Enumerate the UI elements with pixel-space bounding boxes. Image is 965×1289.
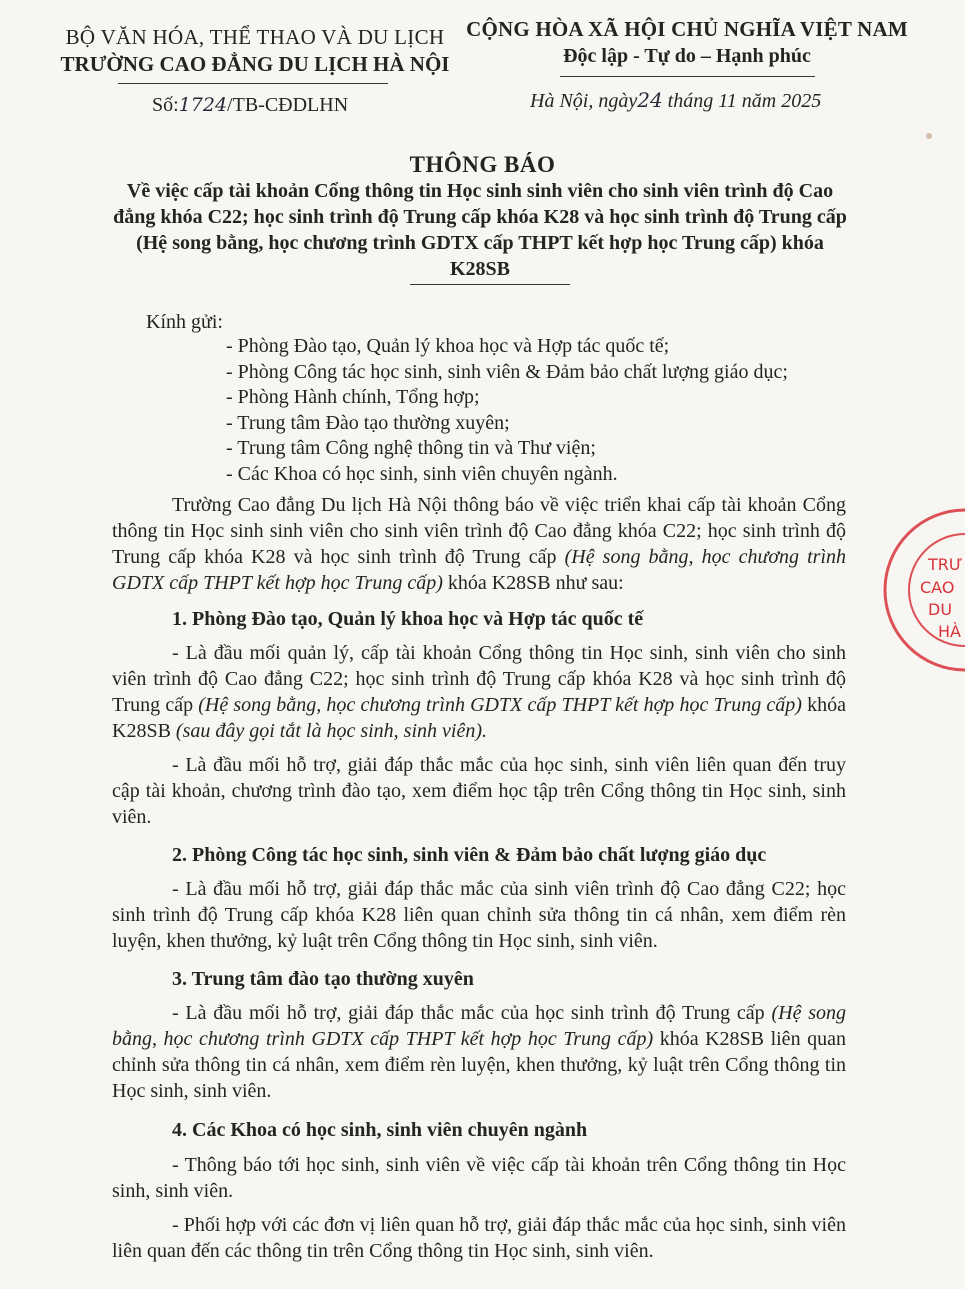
- document-subtitle: Về việc cấp tài khoản Cổng thông tin Học sinh sinh viên cho sinh viên trình độ Cao đẳng khóa C22; học sinh trình độ Trung cấp khóa K28 và học sinh trình độ Trung cấp (Hệ song bằng, học chương trình GDTX cấp THPT kết hợp học Trung cấp) khóa K28SB: [113, 180, 847, 280]
- national-header: [462, 16, 912, 70]
- recipient-item: - Trung tâm Đào tạo thường xuyên;: [226, 411, 510, 434]
- seal-center-line: CAO: [920, 578, 955, 597]
- doc-number-handwritten: 1724: [178, 94, 228, 116]
- recipient-item: - Trung tâm Công nghệ thông tin và Thư viện;: [226, 437, 596, 459]
- seal-center-line: DU: [928, 600, 953, 619]
- recipient-item: - Các Khoa có học sinh, sinh viên chuyên ngành.: [226, 462, 618, 485]
- paper-spot: [926, 133, 932, 139]
- doc-number-suffix: /TB-CĐDLHN: [227, 94, 349, 116]
- s3-p1-italic: (Hệ song bằng, học chương trình GDTX cấp THPT kết hợp học Trung cấp): [112, 1002, 847, 1050]
- section-2-paragraph-1: [112, 876, 846, 954]
- recipient-item: - Phòng Hành chính, Tổng hợp;: [226, 386, 480, 408]
- country-name: CỘNG HÒA XÃ HỘI CHỦ NGHĨA VIỆT NAM: [466, 17, 908, 41]
- official-seal: [880, 505, 965, 675]
- intro-text: Trường Cao đẳng Du lịch Hà Nội thông báo về việc triển khai cấp tài khoản Cổng thông tin Học sinh sinh viên cho sinh viên trình độ Cao đẳng khóa C22; học sinh trình độ Trung cấp khóa K28 và học sinh trình độ Trung cấp: [112, 494, 846, 568]
- ministry-name: BỘ VĂN HÓA, THỂ THAO VÀ DU LỊCH: [65, 25, 445, 49]
- document-number: [152, 94, 348, 117]
- recipient-item: - Phòng Công tác học sinh, sinh viên & Đảm bảo chất lượng giáo dục;: [226, 360, 788, 383]
- intro-italic: (Hệ song bằng, học chương trình GDTX cấp THPT kết hợp học Trung cấp): [112, 546, 846, 594]
- section-1-paragraph-1: [112, 640, 846, 744]
- s3-p1-text: - Là đầu mối hỗ trợ, giải đáp thắc mắc của học sinh trình độ Trung cấp: [172, 1002, 772, 1024]
- section-1-heading: 1. Phòng Đào tạo, Quản lý khoa học và Hợp tác quốc tế: [172, 608, 644, 630]
- intro-text-end: khóa K28SB như sau:: [442, 572, 624, 594]
- s1-p1-italic-2: (sau đây gọi tắt là học sinh, sinh viên).: [175, 720, 487, 742]
- recipient-item: - Phòng Đào tạo, Quản lý khoa học và Hợp tác quốc tế;: [226, 335, 670, 357]
- s1-p2-text: - Là đầu mối hỗ trợ, giải đáp thắc mắc của học sinh, sinh viên liên quan đến truy cập tài khoản, chương trình đào tạo, xem điểm học tập trên Cổng thông tin Học sinh, sinh viên.: [112, 754, 846, 828]
- s2-p1-text: - Là đầu mối hỗ trợ, giải đáp thắc mắc của sinh viên trình độ Cao đẳng C22; học sinh trình độ Trung cấp khóa K28 liên quan chỉnh sửa thông tin cá nhân, xem điểm rèn luyện, khen thưởng, kỷ luật trên Cổng thông tin Học sinh, sinh viên.: [112, 878, 846, 952]
- date-prefix: Hà Nội, ngày: [530, 90, 638, 112]
- s1-p1-italic: (Hệ song bằng, học chương trình GDTX cấp THPT kết hợp học Trung cấp): [198, 694, 802, 716]
- issuer-block: [45, 24, 465, 78]
- recipient-list: [226, 334, 788, 487]
- seal-center-line: HÀ: [938, 622, 961, 641]
- section-3-paragraph-1: [112, 1000, 846, 1104]
- date-line: [530, 88, 821, 113]
- greeting: Kính gửi:: [146, 311, 223, 333]
- motto: Độc lập - Tự do – Hạnh phúc: [563, 45, 811, 67]
- issuer-underline: [118, 83, 388, 84]
- section-1-paragraph-2: [112, 752, 846, 830]
- document-title: THÔNG BÁO: [409, 152, 556, 177]
- section-4-paragraph-1: [112, 1152, 846, 1204]
- s1-p1-text-2: khóa K28SB: [112, 694, 846, 742]
- school-name: TRƯỜNG CAO ĐẲNG DU LỊCH HÀ NỘI: [60, 52, 450, 76]
- intro-paragraph: [112, 492, 846, 596]
- s1-p1-text: - Là đầu mối quản lý, cấp tài khoản Cổng thông tin Học sinh, sinh viên cho sinh viên trình độ Cao đẳng C22; học sinh trình độ Trung cấp khóa K28 và học sinh trình độ Trung cấp: [112, 642, 846, 716]
- section-2-heading: 2. Phòng Công tác học sinh, sinh viên & Đảm bảo chất lượng giáo dục: [172, 844, 767, 866]
- motto-underline: [560, 76, 815, 77]
- section-3-heading: 3. Trung tâm đào tạo thường xuyên: [172, 968, 474, 990]
- date-suffix: tháng 11 năm 2025: [667, 90, 822, 112]
- s4-p1-text: - Thông báo tới học sinh, sinh viên về việc cấp tài khoản trên Cổng thông tin Học sinh, sinh viên.: [112, 1154, 846, 1202]
- section-4-heading: 4. Các Khoa có học sinh, sinh viên chuyên ngành: [172, 1119, 588, 1141]
- section-4-paragraph-2: [112, 1212, 846, 1264]
- date-day-handwritten: 24: [637, 88, 663, 112]
- seal-center-line: TRƯ: [928, 555, 963, 574]
- s3-p1-text-2: khóa K28SB liên quan chỉnh sửa thông tin cá nhân, xem điểm rèn luyện, khen thưởng, kỷ luật trên Cổng thông tin Học sinh, sinh viên.: [112, 1028, 846, 1102]
- subtitle-underline: [410, 284, 570, 285]
- s4-p2-text: - Phối hợp với các đơn vị liên quan hỗ trợ, giải đáp thắc mắc của học sinh, sinh viên liên quan đến các thông tin trên Cổng thông tin Học sinh, sinh viên.: [112, 1214, 846, 1262]
- doc-number-prefix: Số:: [152, 94, 179, 116]
